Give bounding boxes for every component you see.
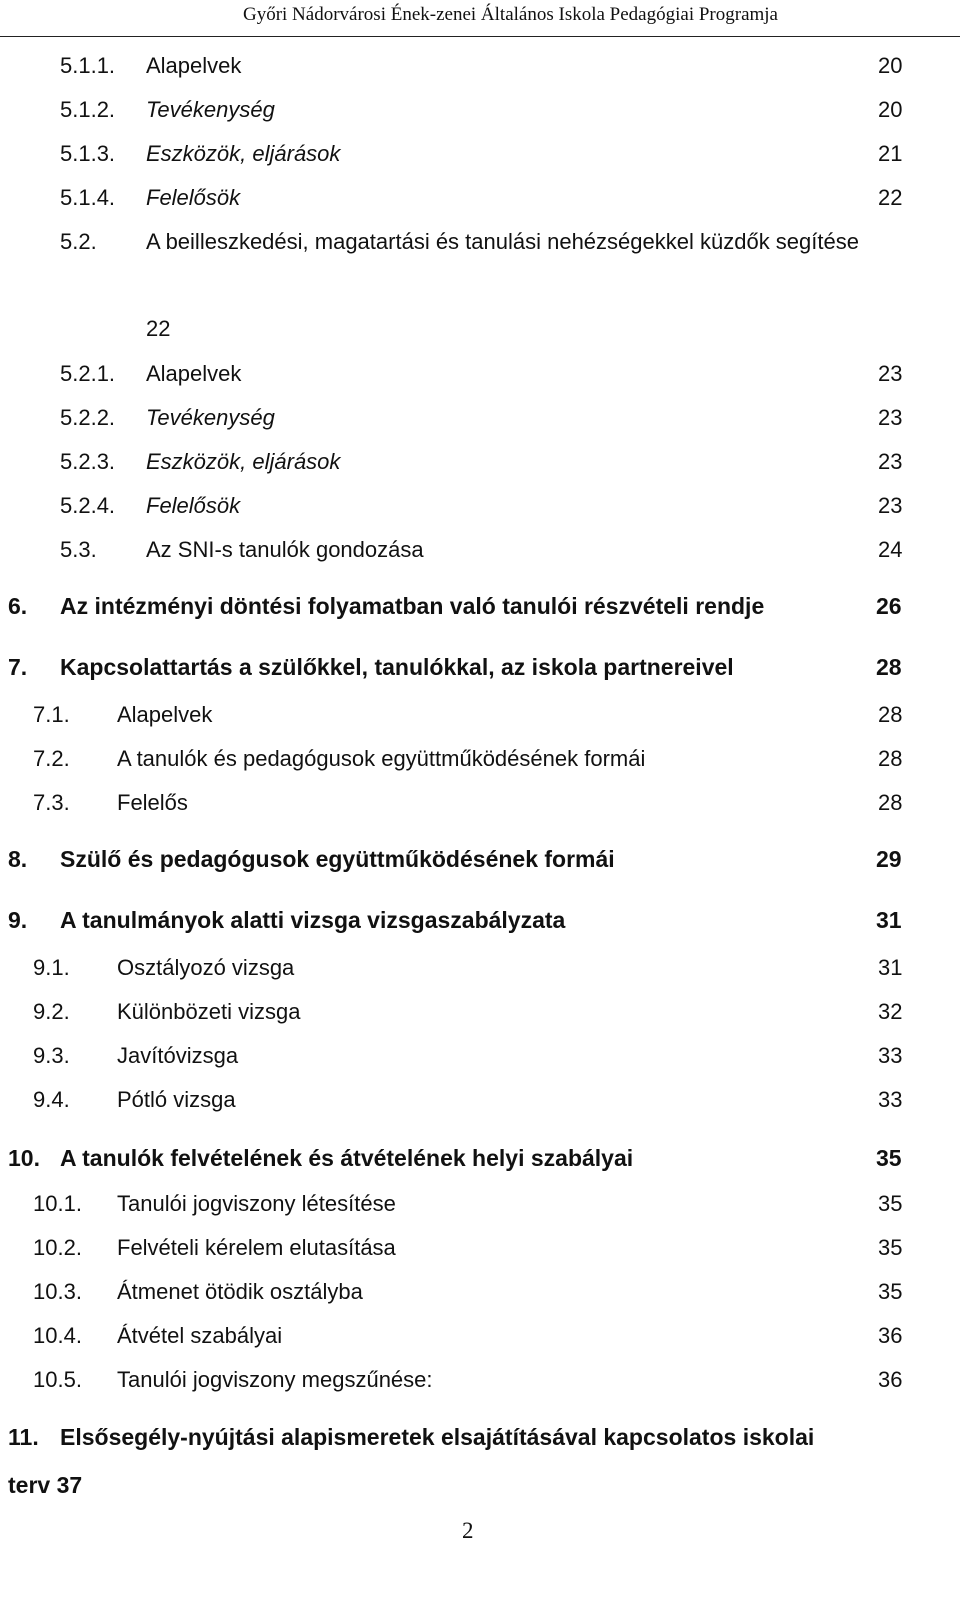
toc-title: Eszközök, eljárások — [146, 449, 341, 474]
toc-page: 36 — [878, 1323, 903, 1348]
toc-title: Felvételi kérelem elutasítása — [117, 1235, 396, 1260]
toc-number: 10. — [8, 1145, 40, 1171]
toc-number: 5.1.4. — [60, 185, 116, 210]
toc-page: 31 — [876, 907, 902, 933]
toc-title: Különbözeti vizsga — [117, 999, 301, 1024]
toc-page: 33 — [878, 1087, 903, 1112]
toc-page: 23 — [878, 361, 903, 386]
toc-page: 24 — [878, 537, 903, 562]
toc-page: 20 — [878, 53, 903, 78]
toc-page: 35 — [878, 1235, 903, 1260]
toc-number: 5.1.1. — [60, 53, 116, 78]
toc-page: 35 — [876, 1145, 902, 1171]
toc-number: 10.5. — [33, 1367, 82, 1392]
toc-title: A tanulmányok alatti vizsga vizsgaszabályzata — [60, 907, 566, 933]
toc-title: Az SNI-s tanulók gondozása — [146, 537, 424, 562]
toc-title: Alapelvek — [117, 702, 213, 727]
toc-title: Az intézményi döntési folyamatban való tanulói részvételi rendje — [60, 593, 765, 619]
toc-page: 28 — [878, 790, 903, 815]
toc-title: A beilleszkedési, magatartási és tanulási nehézségekkel küzdők segítése — [146, 229, 859, 254]
toc-page: 35 — [878, 1191, 903, 1216]
toc-number: 10.3. — [33, 1279, 82, 1304]
toc-title: Tevékenység — [146, 405, 275, 430]
toc-number: 5.1.2. — [60, 97, 116, 122]
toc-title: Pótló vizsga — [117, 1087, 236, 1112]
toc-title: Átmenet ötödik osztályba — [117, 1279, 363, 1304]
toc-number: 5.2.1. — [60, 361, 116, 386]
page-number: 2 — [462, 1518, 474, 1543]
toc-chapter-continuation[interactable] — [8, 1472, 82, 1499]
toc-title: Osztályozó vizsga — [117, 955, 295, 980]
toc-number: 5.2.2. — [60, 405, 116, 430]
toc-page: 35 — [878, 1279, 903, 1304]
toc-title: Felelős — [117, 790, 188, 815]
toc-number: 5.2. — [60, 229, 97, 254]
toc-title: Alapelvek — [146, 53, 242, 78]
toc-title: Felelősök — [146, 185, 241, 210]
toc-title: Átvétel szabályai — [117, 1323, 283, 1348]
toc-page: 31 — [878, 955, 903, 980]
toc-page: 28 — [878, 702, 903, 727]
toc-number: 9.4. — [33, 1087, 70, 1112]
toc-title: Eszközök, eljárások — [146, 141, 341, 166]
page-header — [0, 0, 960, 37]
toc-number: 8. — [8, 846, 28, 872]
toc-title: Kapcsolattartás a szülőkkel, tanulókkal, az iskola partnereivel — [60, 654, 734, 680]
toc-title: Alapelvek — [146, 361, 242, 386]
toc-page: 36 — [878, 1367, 903, 1392]
toc-number: 5.2.3. — [60, 449, 116, 474]
toc-number: 5.1.3. — [60, 141, 116, 166]
toc-number: 11. — [8, 1424, 39, 1450]
toc-title: Szülő és pedagógusok együttműködésének formái — [60, 846, 615, 872]
toc-page: 23 — [878, 405, 903, 430]
toc-page: 28 — [876, 654, 902, 680]
toc-number: 9.1. — [33, 955, 70, 980]
toc-number: 7.2. — [33, 746, 70, 771]
toc-page: 29 — [876, 846, 902, 872]
toc-title: Elsősegély-nyújtási alapismeretek elsajátításával kapcsolatos iskolai — [60, 1424, 815, 1450]
toc-title: Javítóvizsga — [117, 1043, 239, 1068]
toc-number: 5.3. — [60, 537, 97, 562]
toc-page: 21 — [878, 141, 903, 166]
toc-title: Tevékenység — [146, 97, 275, 122]
toc-title: A tanulók felvételének és átvételének helyi szabályai — [60, 1145, 634, 1171]
header-title: Győri Nádorvárosi Ének-zenei Általános Iskola Pedagógiai Programja — [242, 4, 778, 25]
toc-number: 9. — [8, 907, 28, 933]
toc-page: 37 — [56, 1472, 83, 1498]
toc-number: 7.1. — [33, 702, 70, 727]
toc-title: A tanulók és pedagógusok együttműködésének formái — [117, 746, 646, 771]
toc-page: 23 — [878, 449, 903, 474]
toc-number: 7. — [8, 654, 28, 680]
toc-page: 28 — [878, 746, 903, 771]
toc-title: Tanulói jogviszony létesítése — [117, 1191, 396, 1216]
toc-page: 22 — [146, 316, 171, 341]
toc-number: 9.2. — [33, 999, 70, 1024]
toc-page: 26 — [876, 593, 902, 619]
toc-number: 10.1. — [33, 1191, 82, 1216]
toc-number: 10.2. — [33, 1235, 82, 1260]
toc-number: 6. — [8, 593, 28, 619]
toc-number: 10.4. — [33, 1323, 82, 1348]
toc-page: 20 — [878, 97, 903, 122]
toc-number: 9.3. — [33, 1043, 70, 1068]
toc-page: 32 — [878, 999, 903, 1024]
toc-title-continuation: terv — [8, 1472, 51, 1498]
toc-page: 33 — [878, 1043, 903, 1068]
toc-number: 5.2.4. — [60, 493, 116, 518]
toc-page: 23 — [878, 493, 903, 518]
toc-number: 7.3. — [33, 790, 70, 815]
toc-title: Felelősök — [146, 493, 241, 518]
toc-title: Tanulói jogviszony megszűnése: — [117, 1367, 433, 1392]
toc-page: 22 — [878, 185, 903, 210]
